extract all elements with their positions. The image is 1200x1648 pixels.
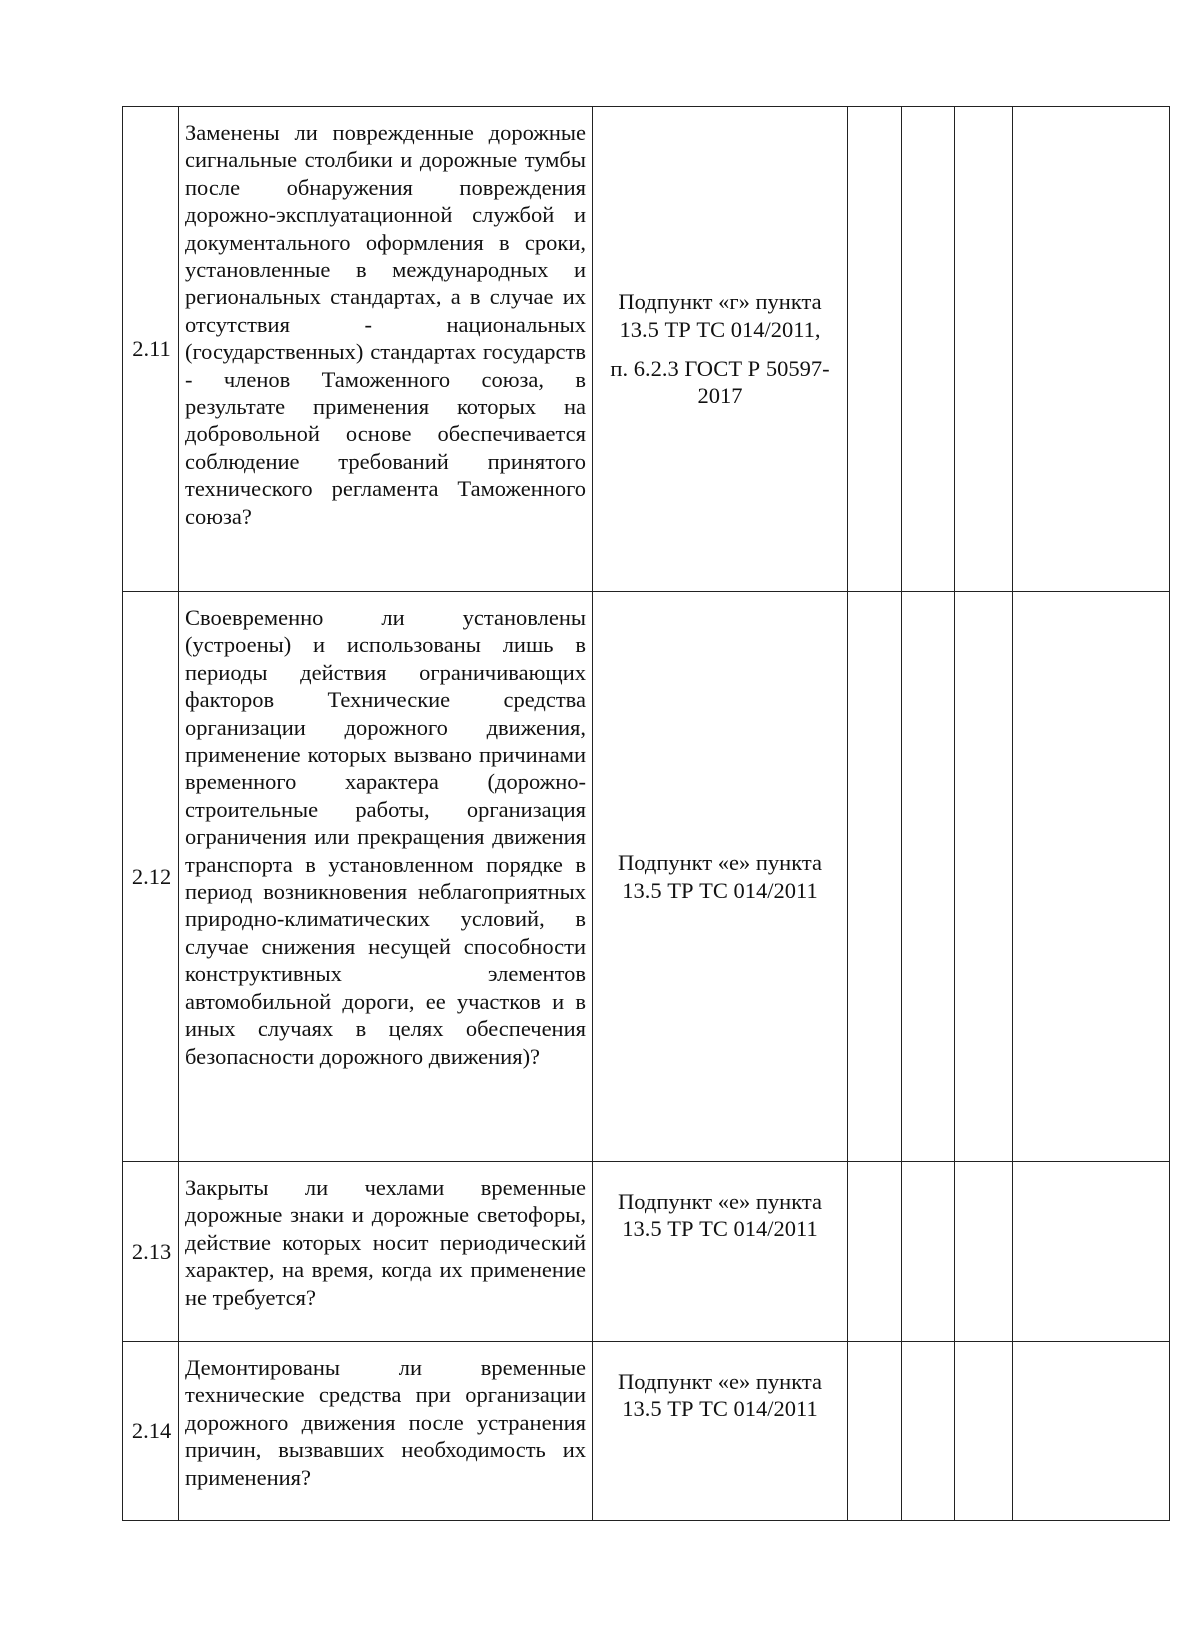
reference-text: Подпункт «е» пункта 13.5 ТР ТС 014/2011 (618, 850, 822, 903)
question-text: Своевременно ли установлены (устроены) и использованы лишь в периоды действия ограничивающих факторов Технические средства организации дорожного движения, применение которых вызвано причинами временного характера (дорожно-строительные работы, организация ограничения или прекращения движения транспорта в установленном порядке в период возникновения неблагоприятных природно-климатических условий, в случае снижения несущей способности конструктивных элементов автомобильной дороги, ее участков и в иных случаях в целях обеспечения безопасности дорожного движения)? (185, 605, 586, 1069)
table-row (123, 107, 1170, 592)
answer-no-cell[interactable] (902, 1162, 955, 1342)
answer-na-cell[interactable] (955, 592, 1013, 1162)
table-row (123, 592, 1170, 1162)
answer-no-cell[interactable] (902, 592, 955, 1162)
answer-yes-cell[interactable] (848, 592, 902, 1162)
table-row (123, 1162, 1170, 1342)
row-number-cell (123, 592, 179, 1162)
question-text: Демонтированы ли временные технические средства при организации дорожного движения после устранения причин, вызвавших необходимость их применения? (185, 1355, 586, 1490)
checklist-table (122, 106, 1170, 1521)
note-cell[interactable] (1013, 1342, 1170, 1521)
answer-no-cell[interactable] (902, 107, 955, 592)
reference-text-secondary: п. 6.2.3 ГОСТ Р 50597-2017 (610, 356, 830, 409)
question-text: Заменены ли поврежденные дорожные сигнальные столбики и дорожные тумбы после обнаружения повреждения дорожно-эксплуатационной службой и документального оформления в сроки, установленные в международных и региональных стандартах, а в случае их отсутствия - национальных (государственных) стандартах государств - членов Таможенного союза, в результате применения которых на добровольной основе обеспечивается соблюдение требований принятого технического регламента Таможенного союза? (185, 120, 586, 529)
answer-na-cell[interactable] (955, 1342, 1013, 1521)
row-number-cell (123, 1162, 179, 1342)
answer-yes-cell[interactable] (848, 1342, 902, 1521)
reference-cell (593, 592, 848, 1162)
row-number: 2.12 (131, 863, 172, 889)
question-text: Закрыты ли чехлами временные дорожные знаки и дорожные светофоры, действие которых носит периодический характер, на время, когда их применение не требуется? (185, 1175, 586, 1310)
answer-yes-cell[interactable] (848, 1162, 902, 1342)
answer-no-cell[interactable] (902, 1342, 955, 1521)
answer-yes-cell[interactable] (848, 107, 902, 592)
question-cell (179, 592, 593, 1162)
reference-text: Подпункт «е» пункта 13.5 ТР ТС 014/2011 (618, 1369, 822, 1422)
reference-cell (593, 107, 848, 592)
note-cell[interactable] (1013, 107, 1170, 592)
row-number: 2.13 (131, 1238, 172, 1264)
reference-cell (593, 1342, 848, 1521)
note-cell[interactable] (1013, 592, 1170, 1162)
reference-text: Подпункт «г» пункта 13.5 ТР ТС 014/2011, (618, 289, 822, 342)
answer-na-cell[interactable] (955, 1162, 1013, 1342)
row-number-cell (123, 1342, 179, 1521)
row-number-cell (123, 107, 179, 592)
row-number: 2.14 (131, 1418, 172, 1444)
table-row (123, 1342, 1170, 1521)
reference-text: Подпункт «е» пункта 13.5 ТР ТС 014/2011 (618, 1189, 822, 1242)
reference-cell (593, 1162, 848, 1342)
row-number: 2.11 (132, 336, 171, 362)
question-cell (179, 107, 593, 592)
question-cell (179, 1342, 593, 1521)
note-cell[interactable] (1013, 1162, 1170, 1342)
reference-spacer (593, 343, 847, 355)
question-cell (179, 1162, 593, 1342)
answer-na-cell[interactable] (955, 107, 1013, 592)
